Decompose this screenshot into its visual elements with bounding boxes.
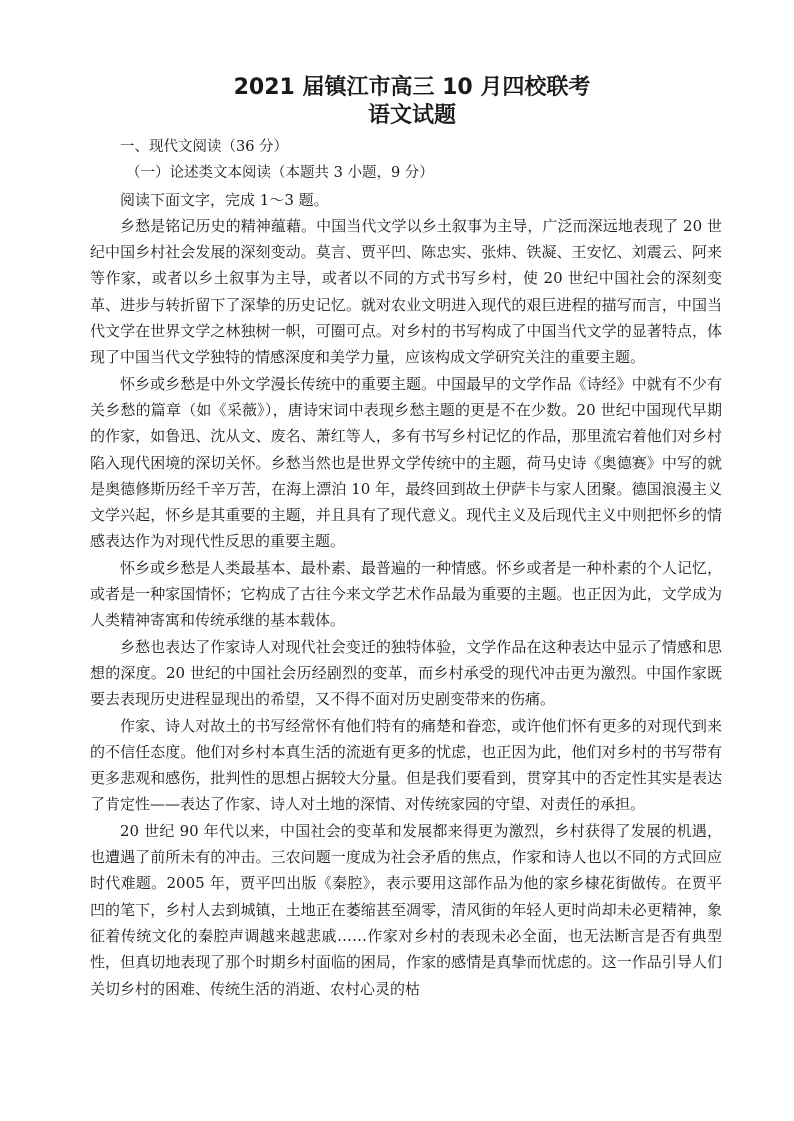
exam-body <box>90 134 722 1002</box>
section-heading: 一、现代文阅读（36 分） <box>120 139 289 155</box>
reading-instruction: 阅读下面文字，完成 1～3 题。 <box>120 190 329 209</box>
exam-title: 2021 届镇江市高三 10 月四校联考 <box>233 75 591 100</box>
paragraph-1: 乡愁是铭记历史的精神蕴藉。中国当代文学以乡土叙事为主导，广泛而深远地表现了 20 世纪中国乡村社会发展的深刻变动。莫言、贾平凹、陈忠实、张炜、铁凝、王安忆、刘震云、阿来等作家，或者以乡土叙事为主导，或者以不同的方式书写乡村，使 20 世纪中国社会的深刻变革、进步与转折留下了深挚的历史记忆。就对农业文明进入现代的艰巨进程的描写而言，中国当代文学在世界文学之林独树一帜，可圈可点。对乡村的书写构成了中国当代文学的显著特点，体现了中国当代文学独特的情感深度和美学力量，应该构成文学研究关注的重要主题。 <box>90 216 722 367</box>
paragraph-3: 怀乡或乡愁是人类最基本、最朴素、最普遍的一种情感。怀乡或者是一种朴素的个人记忆，或者是一种家国情怀；它构成了古往今来文学艺术作品最为重要的主题。也正因为此，文学成为人类精神寄寓和传统承继的基本载体。 <box>90 558 722 630</box>
section-subheading: （一）论述类文本阅读（本题共 3 小题，9 分） <box>126 165 434 182</box>
paragraph-5: 作家、诗人对故土的书写经常怀有他们特有的痛楚和眷恋，或许他们怀有更多的对现代到来的不信任态度。他们对乡村本真生活的流逝有更多的忧虑，也正因为此，他们对乡村的书写带有更多悲观和感伤，批判性的思想占据较大分量。但是我们要看到，贯穿其中的否定性其实是表达了肯定性——表达了作家、诗人对土地的深情、对传统家园的守望、对责任的承担。 <box>90 716 722 814</box>
exam-subtitle: 语文试题 <box>367 103 456 128</box>
paragraph-2: 怀乡或乡愁是中外文学漫长传统中的重要主题。中国最早的文学作品《诗经》中就有不少有关乡愁的篇章（如《采薇》），唐诗宋词中表现乡愁主题的更是不在少数。20 世纪中国现代早期的作家，如鲁迅、沈从文、废名、萧红等人，多有书写乡村记忆的作品，那里流宕着他们对乡村陷入现代困境的深切关怀。乡愁当然也是世界文学传统中的主题，荷马史诗《奥德赛》中写的就是奥德修斯历经千辛万苦，在海上漂泊 10 年，最终回到故土伊萨卡与家人团聚。德国浪漫主义文学兴起，怀乡是其重要的主题，并且具有了现代意义。现代主义及后现代主义中则把怀乡的情感表达作为对现代性反思的重要主题。 <box>90 374 722 551</box>
paragraph-6: 20 世纪 90 年代以来，中国社会的变革和发展都来得更为激烈，乡村获得了发展的机遇，也遭遇了前所未有的冲击。三农问题一度成为社会矛盾的焦点，作家和诗人也以不同的方式回应时代难题。2005 年，贾平凹出版《秦腔》，表示要用这部作品为他的家乡棣花街做传。在贾平凹的笔下，乡村人去到城镇，土地正在萎缩甚至凋零，清风街的年轻人更时尚却未必更精神，象征着传统文化的秦腔声调越来越悲戚……作家对乡村的表现未必全面，也无法断言是否有典型性，但真切地表现了那个时期乡村面临的困局，作家的感情是真挚而忧虑的。这一作品引导人们关切乡村的困难、传统生活的消逝、农村心灵的枯 <box>90 821 722 998</box>
paragraph-4: 乡愁也表达了作家诗人对现代社会变迁的独特体验，文学作品在这种表达中显示了情感和思想的深度。20 世纪的中国社会历经剧烈的变革，而乡村承受的现代冲击更为激烈。中国作家既要去表现历史进程显现出的希望，又不得不面对历史剧变带来的伤痛。 <box>90 637 722 709</box>
